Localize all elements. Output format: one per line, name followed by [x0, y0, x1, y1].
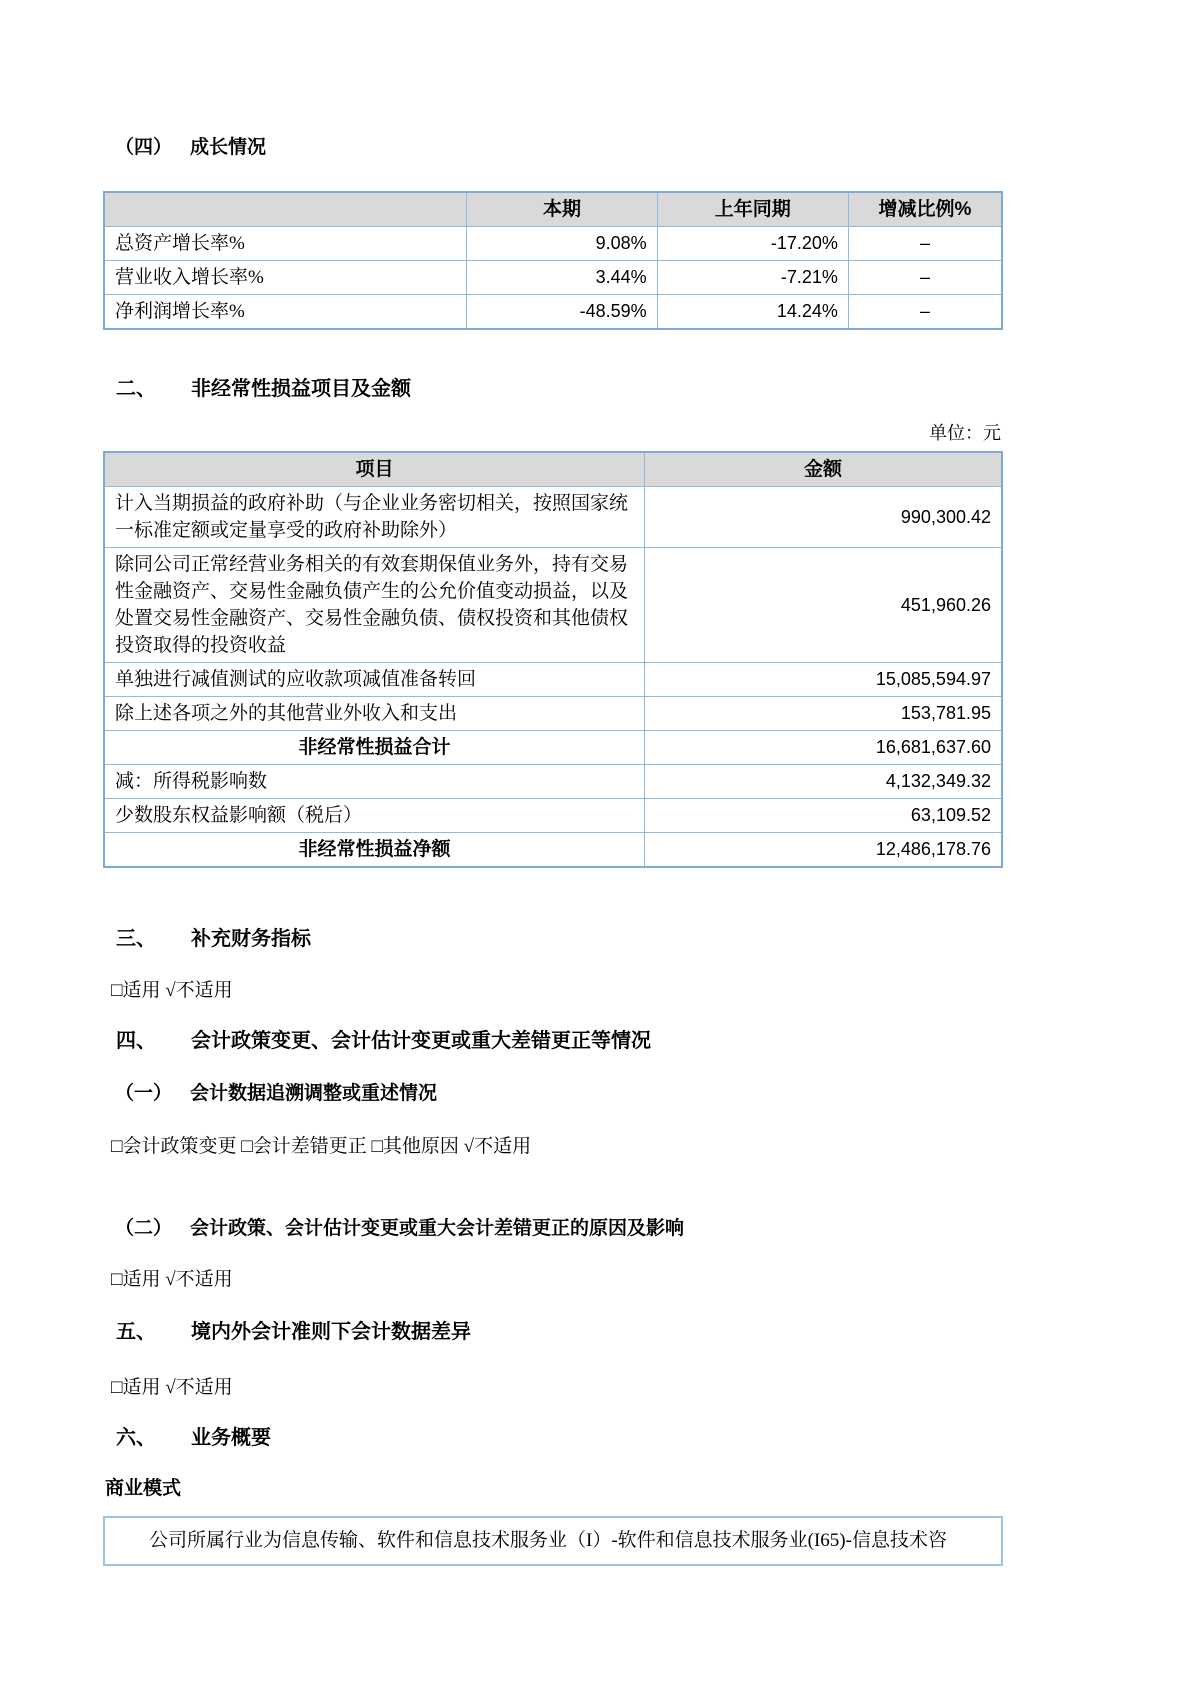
section-four-sub-one-title: 会计数据追溯调整或重述情况: [190, 1083, 438, 1104]
growth-row-prior: -7.21%: [657, 261, 848, 295]
section-two-heading: [103, 376, 1003, 403]
table-row: [104, 295, 1002, 330]
nonrecurring-row-item: 除同公司正常经营业务相关的有效套期保值业务外，持有交易性金融资产、交易性金融负债产生的公允价值变动损益，以及处置交易性金融资产、交易性金融负债、债权投资和其他债权投资取得的投资收益: [104, 548, 645, 663]
section-five-heading: [103, 1319, 1003, 1346]
table-row: [104, 833, 1002, 868]
section-two-number: 二、: [116, 378, 156, 400]
table-row: [104, 731, 1002, 765]
growth-table-header-row: [104, 192, 1002, 227]
nonrecurring-row-item: 计入当期损益的政府补助（与企业业务密切相关，按照国家统一标准定额或定量享受的政府补助除外）: [104, 487, 645, 548]
section-six-number: 六、: [116, 1427, 156, 1449]
growth-row-prior: -17.20%: [657, 227, 848, 261]
growth-table-header-cell: [104, 192, 467, 227]
growth-row-label: 总资产增长率%: [104, 227, 467, 261]
table-row: [104, 227, 1002, 261]
table-row: [104, 663, 1002, 697]
table-row: [104, 697, 1002, 731]
section-growth-number: （四）: [115, 137, 173, 158]
growth-row-current: 9.08%: [467, 227, 657, 261]
business-model-text-box: [103, 1516, 1003, 1566]
section-two-title: 非经常性损益项目及金额: [191, 378, 411, 400]
nonrecurring-table-header-row: [104, 452, 1002, 487]
business-model-heading: 商业模式: [105, 1478, 182, 1499]
growth-table-body: [104, 227, 1002, 330]
nonrecurring-row-amount: 451,960.26: [645, 548, 1002, 663]
growth-row-change: –: [848, 261, 1002, 295]
nonrecurring-row-amount: 15,085,594.97: [645, 663, 1002, 697]
growth-table-header: [104, 192, 1002, 227]
growth-row-prior: 14.24%: [657, 295, 848, 330]
section-four-sub-two-title: 会计政策、会计估计变更或重大会计差错更正的原因及影响: [190, 1218, 685, 1239]
section-five-number: 五、: [116, 1321, 156, 1343]
nonrecurring-row-amount: 63,109.52: [645, 799, 1002, 833]
nonrecurring-row-item: 减：所得税影响数: [104, 765, 645, 799]
nonrecurring-row-item: 除上述各项之外的其他营业外收入和支出: [104, 697, 645, 731]
section-four-sub-one-number: （一）: [115, 1083, 173, 1104]
table-row: [104, 799, 1002, 833]
section-four-heading: [103, 1028, 1003, 1055]
unit-label: 单位：元: [929, 423, 1001, 443]
nonrecurring-row-item: 非经常性损益合计: [104, 731, 645, 765]
growth-table-header-cell: 本期: [467, 192, 657, 227]
table-row: [104, 487, 1002, 548]
section-five-title: 境内外会计准则下会计数据差异: [191, 1321, 471, 1343]
growth-row-label: 净利润增长率%: [104, 295, 467, 330]
section-three-heading: [103, 926, 1003, 953]
section-four-number: 四、: [116, 1030, 156, 1052]
section-four-sub-one-heading: [103, 1081, 1003, 1107]
table-row: [104, 548, 1002, 663]
nonrecurring-row-item: 少数股东权益影响额（税后）: [104, 799, 645, 833]
nonrecurring-table-body: [104, 487, 1002, 868]
growth-row-change: –: [848, 227, 1002, 261]
section-four-applicability: □适用 √不适用: [111, 1269, 233, 1290]
nonrecurring-table-header-cell: 金额: [645, 452, 1002, 487]
section-growth-title: 成长情况: [190, 137, 267, 158]
section-six-title: 业务概要: [191, 1427, 271, 1449]
nonrecurring-table-header: [104, 452, 1002, 487]
section-four-check-line: □会计政策变更 □会计差错更正 □其他原因 √不适用: [111, 1136, 532, 1157]
nonrecurring-row-item: 非经常性损益净额: [104, 833, 645, 868]
nonrecurring-row-amount: 16,681,637.60: [645, 731, 1002, 765]
nonrecurring-table: [103, 451, 1003, 868]
section-six-heading: [103, 1425, 1003, 1452]
section-four-sub-two-number: （二）: [115, 1218, 173, 1239]
table-row: [104, 261, 1002, 295]
business-model-text: 公司所属行业为信息传输、软件和信息技术服务业（I）-软件和信息技术服务业(I65)-信息技术咨: [149, 1530, 947, 1551]
table-row: [104, 765, 1002, 799]
growth-row-label: 营业收入增长率%: [104, 261, 467, 295]
section-four-title: 会计政策变更、会计估计变更或重大差错更正等情况: [191, 1030, 651, 1052]
section-three-applicability: □适用 √不适用: [111, 980, 233, 1001]
section-growth-heading: [103, 135, 1003, 161]
section-three-number: 三、: [116, 928, 156, 950]
growth-row-change: –: [848, 295, 1002, 330]
growth-table-header-cell: 增减比例%: [848, 192, 1002, 227]
growth-row-current: -48.59%: [467, 295, 657, 330]
document-page: [103, 0, 1003, 1566]
section-five-applicability: □适用 √不适用: [111, 1377, 233, 1398]
nonrecurring-row-amount: 4,132,349.32: [645, 765, 1002, 799]
growth-row-current: 3.44%: [467, 261, 657, 295]
nonrecurring-row-amount: 12,486,178.76: [645, 833, 1002, 868]
nonrecurring-table-header-cell: 项目: [104, 452, 645, 487]
nonrecurring-row-item: 单独进行减值测试的应收款项减值准备转回: [104, 663, 645, 697]
nonrecurring-row-amount: 990,300.42: [645, 487, 1002, 548]
growth-table-header-cell: 上年同期: [657, 192, 848, 227]
nonrecurring-row-amount: 153,781.95: [645, 697, 1002, 731]
section-three-title: 补充财务指标: [191, 928, 311, 950]
growth-table: [103, 191, 1003, 330]
section-four-sub-two-heading: [103, 1216, 1003, 1242]
